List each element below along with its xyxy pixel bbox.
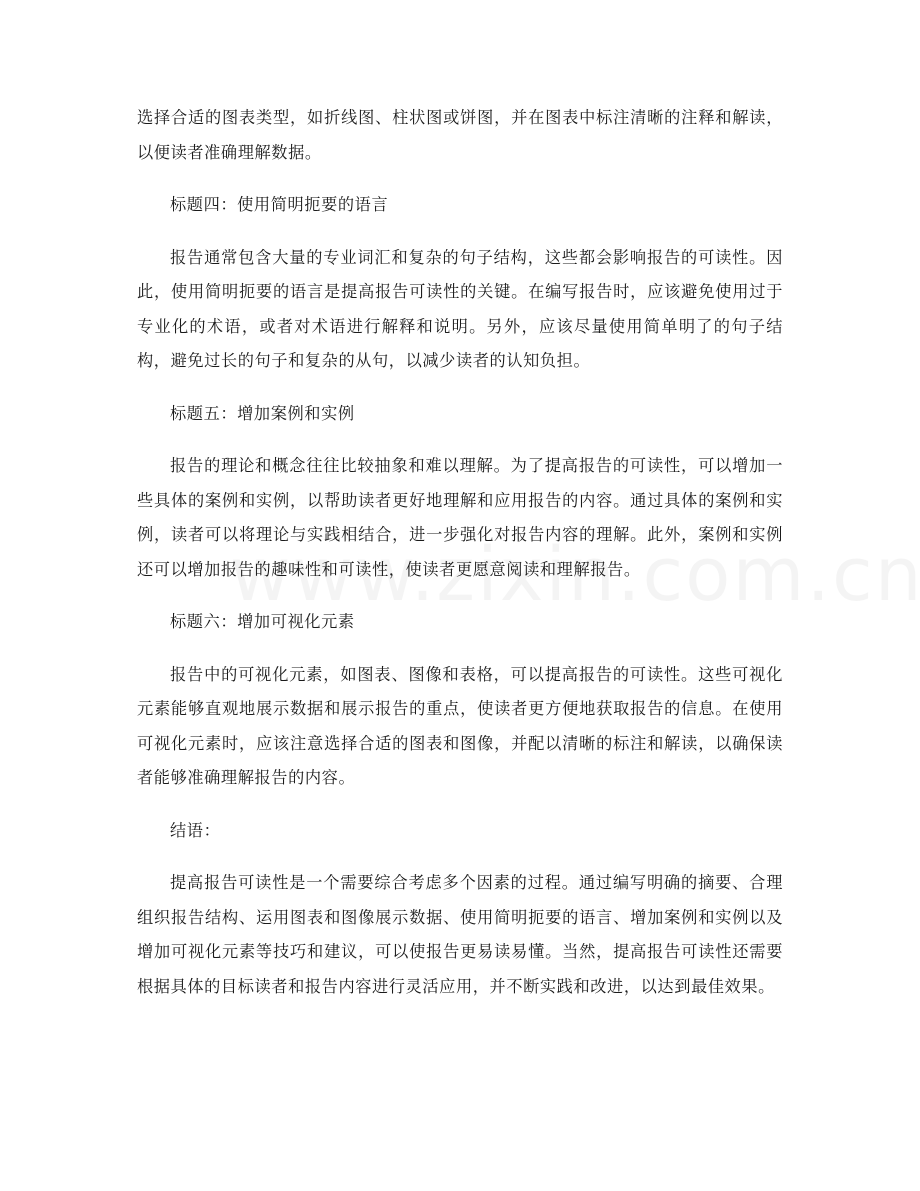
section-heading-4: 标题四：使用简明扼要的语言 [170, 195, 389, 214]
paragraph-conclusion: 提高报告可读性是一个需要综合考虑多个因素的过程。通过编写明确的摘要、合理组织报告结构、运用图表和图像展示数据、使用简明扼要的语言、增加案例和实例以及增加可视化元素等技巧和建议，可以使报告更易读易懂。当然，提高报告可读性还需要根据具体的目标读者和报告内容进行灵活应用，并不断实践和改进，以达到最佳效果。 [137, 873, 783, 996]
section-heading-6: 标题六：增加可视化元素 [170, 612, 355, 631]
document-body [137, 101, 783, 1004]
paragraph-cases-examples: 报告的理论和概念往往比较抽象和难以理解。为了提高报告的可读性，可以增加一些具体的案例和实例，以帮助读者更好地理解和应用报告的内容。通过具体的案例和实例，读者可以将理论与实践相结合，进一步强化对报告内容的理解。此外，案例和实例还可以增加报告的趣味性和可读性，使读者更愿意阅读和理解报告。 [137, 456, 783, 579]
paragraph-chart-selection: 选择合适的图表类型，如折线图、柱状图或饼图，并在图表中标注清晰的注释和解读，以便读者准确理解数据。 [137, 108, 783, 162]
section-heading-5: 标题五：增加案例和实例 [170, 403, 355, 423]
paragraph-concise-language: 报告通常包含大量的专业词汇和复杂的句子结构，这些都会影响报告的可读性。因此，使用简明扼要的语言是提高报告可读性的关键。在编写报告时，应该避免使用过于专业化的术语，或者对术语进行解释和说明。另外，应该尽量使用简单明了的句子结构，避免过长的句子和复杂的从句，以减少读者的认知负担。 [137, 247, 783, 370]
paragraph-visual-elements: 报告中的可视化元素，如图表、图像和表格，可以提高报告的可读性。这些可视化元素能够直观地展示数据和展示报告的重点，使读者更方便地获取报告的信息。在使用可视化元素时，应该注意选择合适的图表和图像，并配以清晰的标注和解读，以确保读者能够准确理解报告的内容。 [137, 664, 783, 787]
conclusion-heading: 结语： [170, 820, 221, 840]
